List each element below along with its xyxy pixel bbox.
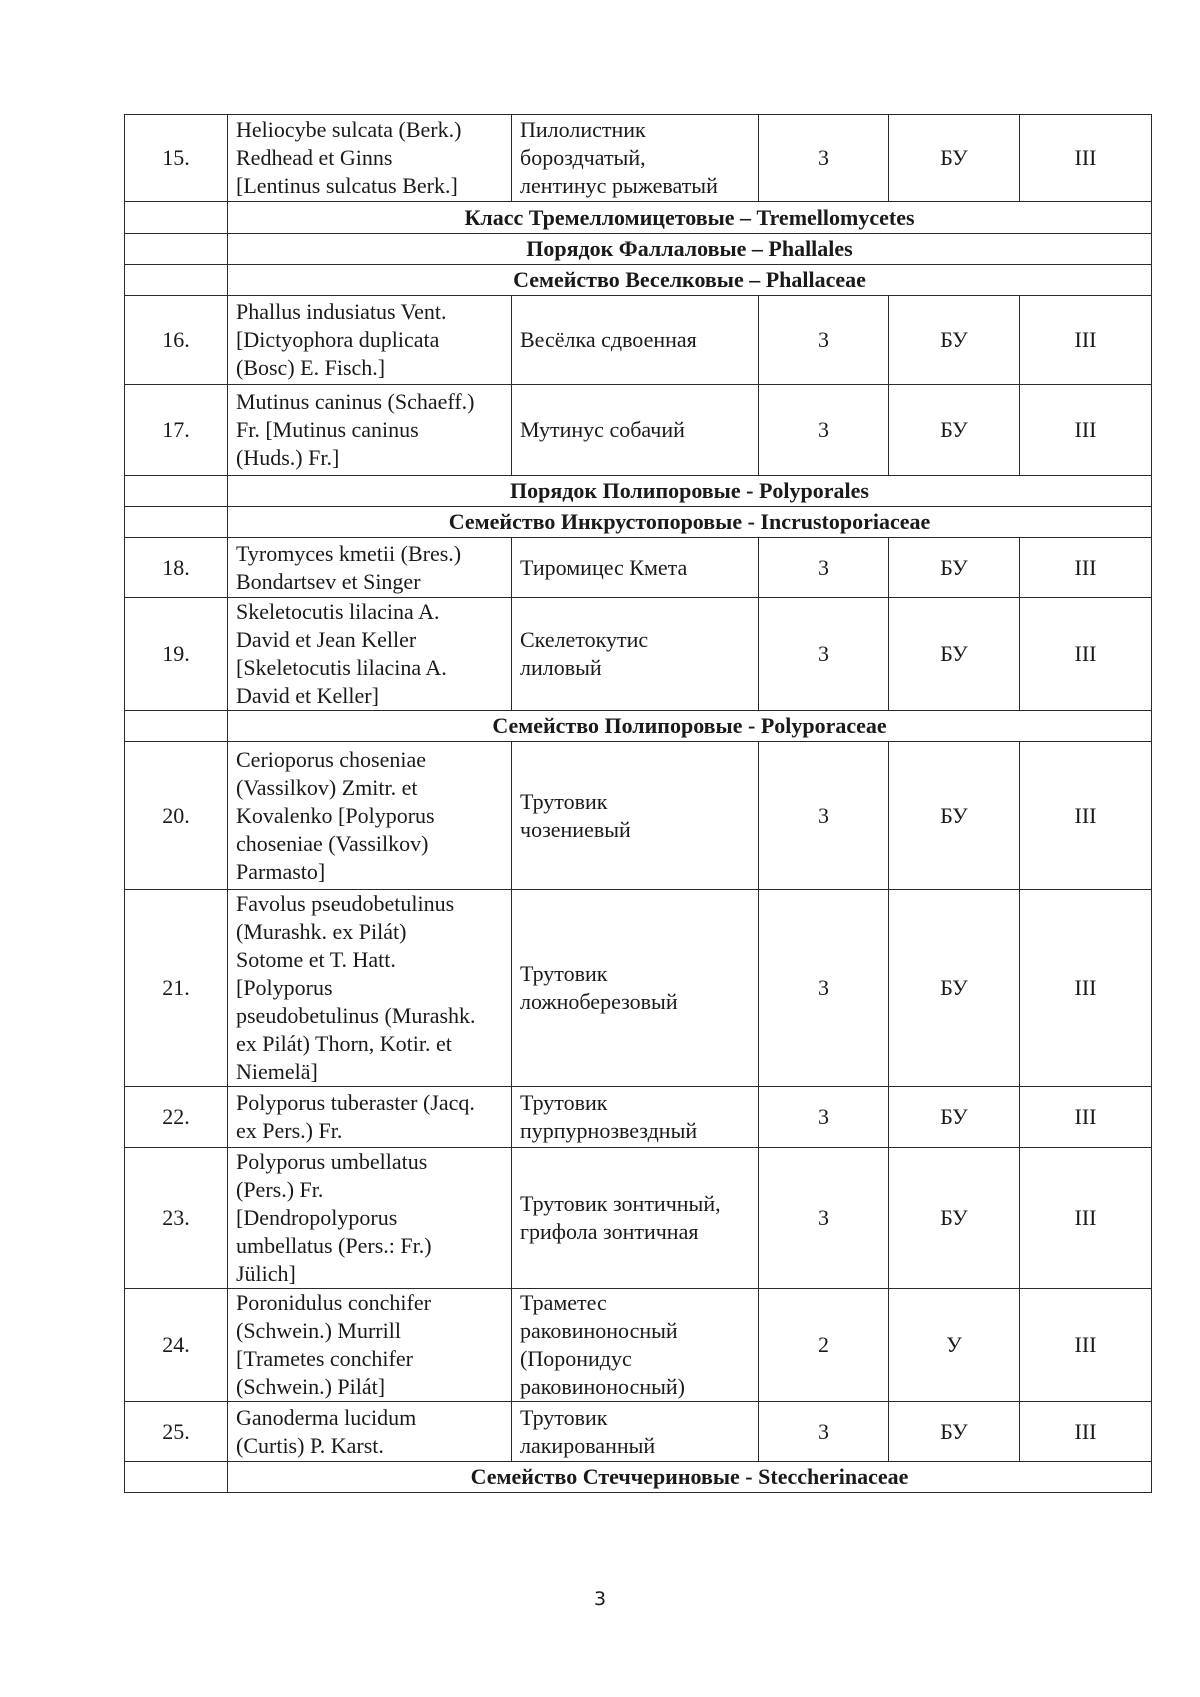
section-heading: Семейство Инкрустопоровые - Incrustoporiaceae	[228, 507, 1152, 538]
rank-cell: III	[1020, 115, 1152, 202]
cell-line: Niemelä]	[236, 1059, 318, 1084]
status-cell: У	[889, 1289, 1020, 1402]
row-number: 23.	[125, 1148, 228, 1289]
section-heading: Семейство Веселковые – Phallaceae	[228, 265, 1152, 296]
species-row	[125, 890, 1152, 1087]
status-cell: БУ	[889, 598, 1020, 711]
cell-line: umbellatus (Pers.: Fr.)	[236, 1233, 432, 1258]
species-row	[125, 385, 1152, 476]
cell-line: Favolus pseudobetulinus	[236, 891, 455, 916]
latin-name	[228, 385, 512, 476]
latin-name	[228, 1148, 512, 1289]
row-number: 22.	[125, 1087, 228, 1148]
rank-cell: III	[1020, 742, 1152, 890]
category-cell: 3	[759, 742, 889, 890]
row-number: 24.	[125, 1289, 228, 1402]
cell-line: ex Pilát) Thorn, Kotir. et	[236, 1031, 452, 1056]
blank-cell	[125, 234, 228, 265]
cell-line: раковиноносный)	[520, 1374, 686, 1399]
latin-name	[228, 115, 512, 202]
category-cell: 3	[759, 385, 889, 476]
russian-name	[512, 598, 759, 711]
section-heading: Класс Тремелломицетовые – Tremellomycetes	[228, 202, 1152, 234]
category-cell: 2	[759, 1289, 889, 1402]
cell-line: Трутовик	[520, 961, 608, 986]
category-cell: 3	[759, 115, 889, 202]
row-number: 17.	[125, 385, 228, 476]
russian-name	[512, 538, 759, 598]
cell-line: Skeletocutis lilacina A.	[236, 599, 440, 624]
section-heading-row	[125, 265, 1152, 296]
status-cell: БУ	[889, 1087, 1020, 1148]
blank-cell	[125, 265, 228, 296]
rank-cell: III	[1020, 1402, 1152, 1462]
russian-name	[512, 385, 759, 476]
rank-cell: III	[1020, 598, 1152, 711]
russian-name	[512, 296, 759, 385]
row-number: 20.	[125, 742, 228, 890]
russian-name	[512, 1289, 759, 1402]
cell-line: Трутовик зонтичный,	[520, 1191, 721, 1216]
latin-name	[228, 1087, 512, 1148]
category-cell: 3	[759, 598, 889, 711]
cell-line: Cerioporus choseniae	[236, 746, 426, 772]
cell-line: (Schwein.) Murrill	[236, 1318, 401, 1343]
cell-line: Parmasto]	[236, 858, 326, 884]
cell-line: Jülich]	[236, 1261, 296, 1286]
cell-line: [Dendropolyporus	[236, 1205, 398, 1230]
cell-line: (Pers.) Fr.	[236, 1177, 324, 1202]
latin-name	[228, 598, 512, 711]
cell-line: Пилолистник	[520, 117, 646, 142]
section-heading-row	[125, 507, 1152, 538]
cell-line: лиловый	[520, 655, 602, 680]
row-number: 21.	[125, 890, 228, 1087]
cell-line: (Vassilkov) Zmitr. et	[236, 774, 418, 800]
row-number: 16.	[125, 296, 228, 385]
status-cell: БУ	[889, 385, 1020, 476]
blank-cell	[125, 711, 228, 742]
russian-name	[512, 742, 759, 890]
section-heading: Порядок Фаллаловые – Phallales	[228, 234, 1152, 265]
cell-line: (Huds.) Fr.]	[236, 445, 340, 470]
species-row	[125, 115, 1152, 202]
blank-cell	[125, 1462, 228, 1493]
cell-line: choseniae (Vassilkov)	[236, 830, 429, 856]
cell-line: David et Keller]	[236, 683, 379, 708]
cell-line: пурпурнозвездный	[520, 1118, 698, 1143]
latin-name	[228, 1402, 512, 1462]
cell-line: (Murashk. ex Pilát)	[236, 919, 407, 944]
species-row	[125, 538, 1152, 598]
section-heading: Порядок Полипоровые - Polyporales	[228, 476, 1152, 507]
blank-cell	[125, 202, 228, 234]
status-cell: БУ	[889, 115, 1020, 202]
status-cell: БУ	[889, 1402, 1020, 1462]
russian-name	[512, 1148, 759, 1289]
cell-line: Мутинус собачий	[520, 417, 685, 442]
section-heading-row	[125, 234, 1152, 265]
cell-line: Трутовик	[520, 788, 608, 814]
category-cell: 3	[759, 538, 889, 598]
cell-line: Phallus indusiatus Vent.	[236, 299, 447, 324]
cell-line: Tyromyces kmetii (Bres.)	[236, 540, 462, 566]
page-number: 3	[593, 1588, 607, 1610]
species-table	[124, 114, 1152, 1493]
row-number: 25.	[125, 1402, 228, 1462]
cell-line: Polyporus umbellatus	[236, 1149, 428, 1174]
cell-line: (Schwein.) Pilát]	[236, 1374, 386, 1399]
cell-line: Bondartsev et Singer	[236, 568, 421, 594]
row-number: 18.	[125, 538, 228, 598]
latin-name	[228, 538, 512, 598]
table-body	[125, 115, 1152, 1493]
latin-name	[228, 890, 512, 1087]
rank-cell: III	[1020, 1087, 1152, 1148]
category-cell: 3	[759, 1402, 889, 1462]
category-cell: 3	[759, 1087, 889, 1148]
cell-line: раковиноносный	[520, 1318, 678, 1343]
cell-line: Sotome et T. Hatt.	[236, 947, 396, 972]
cell-line: Poronidulus conchifer	[236, 1290, 431, 1315]
species-row	[125, 1289, 1152, 1402]
blank-cell	[125, 476, 228, 507]
cell-line: Трутовик	[520, 1404, 608, 1430]
cell-line: [Lentinus sulcatus Berk.]	[236, 173, 458, 198]
russian-name	[512, 890, 759, 1087]
cell-line: чозениевый	[520, 816, 631, 842]
cell-line: (Curtis) P. Karst.	[236, 1432, 384, 1458]
section-heading-row	[125, 476, 1152, 507]
section-heading: Семейство Стеччериновые - Steccherinaceae	[228, 1462, 1152, 1493]
blank-cell	[125, 507, 228, 538]
cell-line: лентинус рыжеватый	[520, 173, 718, 198]
category-cell: 3	[759, 890, 889, 1087]
cell-line: [Dictyophora duplicata	[236, 327, 440, 352]
cell-line: Скелетокутис	[520, 627, 649, 652]
cell-line: [Polyporus	[236, 975, 333, 1000]
cell-line: Redhead et Ginns	[236, 145, 393, 170]
section-heading-row	[125, 202, 1152, 234]
rank-cell: III	[1020, 296, 1152, 385]
species-row	[125, 1087, 1152, 1148]
status-cell: БУ	[889, 296, 1020, 385]
cell-line: Heliocybe sulcata (Berk.)	[236, 117, 462, 142]
cell-line: Ganoderma lucidum	[236, 1404, 417, 1430]
category-cell: 3	[759, 296, 889, 385]
cell-line: Весёлка сдвоенная	[520, 327, 697, 352]
cell-line: pseudobetulinus (Murashk.	[236, 1003, 476, 1028]
status-cell: БУ	[889, 890, 1020, 1087]
rank-cell: III	[1020, 890, 1152, 1087]
section-heading-row	[125, 711, 1152, 742]
species-row	[125, 742, 1152, 890]
cell-line: Kovalenko [Polyporus	[236, 802, 435, 828]
cell-line: David et Jean Keller	[236, 627, 417, 652]
rank-cell: III	[1020, 385, 1152, 476]
section-heading: Семейство Полипоровые - Polyporaceae	[228, 711, 1152, 742]
cell-line: [Skeletocutis lilacina A.	[236, 655, 447, 680]
status-cell: БУ	[889, 1148, 1020, 1289]
status-cell: БУ	[889, 538, 1020, 598]
latin-name	[228, 742, 512, 890]
section-heading-row	[125, 1462, 1152, 1493]
species-row	[125, 598, 1152, 711]
species-row	[125, 1402, 1152, 1462]
species-row	[125, 296, 1152, 385]
latin-name	[228, 296, 512, 385]
rank-cell: III	[1020, 538, 1152, 598]
rank-cell: III	[1020, 1289, 1152, 1402]
russian-name	[512, 115, 759, 202]
cell-line: ex Pers.) Fr.	[236, 1118, 343, 1143]
cell-line: Тиромицес Кмета	[520, 554, 688, 580]
cell-line: Трутовик	[520, 1090, 608, 1115]
cell-line: лакированный	[520, 1432, 656, 1458]
rank-cell: III	[1020, 1148, 1152, 1289]
category-cell: 3	[759, 1148, 889, 1289]
russian-name	[512, 1087, 759, 1148]
cell-line: [Trametes conchifer	[236, 1346, 413, 1371]
cell-line: ложноберезовый	[520, 989, 678, 1014]
russian-name	[512, 1402, 759, 1462]
cell-line: (Bosc) E. Fisch.]	[236, 355, 386, 380]
latin-name	[228, 1289, 512, 1402]
cell-line: бороздчатый,	[520, 145, 646, 170]
row-number: 19.	[125, 598, 228, 711]
cell-line: Fr. [Mutinus caninus	[236, 417, 419, 442]
row-number: 15.	[125, 115, 228, 202]
cell-line: Траметес	[520, 1290, 607, 1315]
cell-line: грифола зонтичная	[520, 1219, 699, 1244]
cell-line: Polyporus tuberaster (Jacq.	[236, 1090, 475, 1115]
species-row	[125, 1148, 1152, 1289]
status-cell: БУ	[889, 742, 1020, 890]
cell-line: Mutinus caninus (Schaeff.)	[236, 389, 475, 414]
cell-line: (Поронидус	[520, 1346, 632, 1371]
